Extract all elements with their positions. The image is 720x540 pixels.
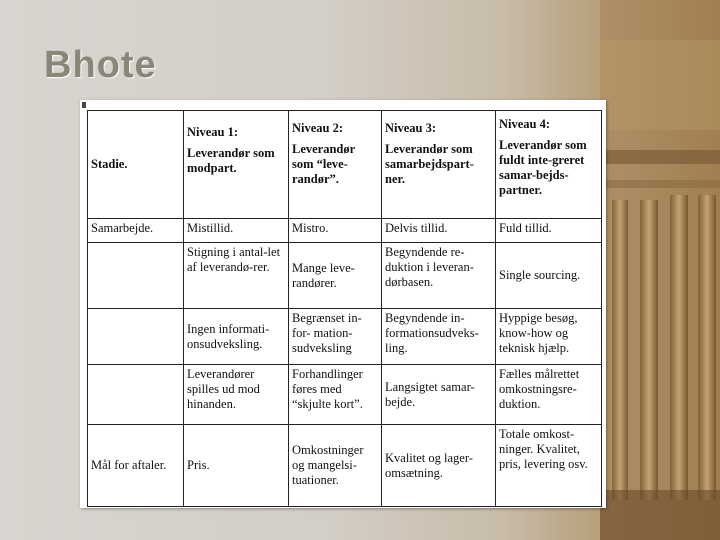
table-cell: Begrænset in-for- mation-sudveksling: [289, 309, 382, 365]
header-stage: Stadie.: [88, 111, 184, 219]
header-level-2: [289, 111, 382, 219]
header-level-desc: Leverandør som samarbejdspart-ner.: [385, 142, 474, 186]
supplier-levels-table: [87, 110, 602, 507]
table-cell: Pris.: [184, 425, 289, 507]
header-level-desc: Leverandør som modpart.: [187, 146, 275, 175]
table-header-row: [88, 111, 602, 219]
header-level-1: [184, 111, 289, 219]
table-cell: Begyndende re-duktion i leveran-dørbasen.: [382, 243, 496, 309]
row-stage: [88, 243, 184, 309]
table-row: [88, 309, 602, 365]
header-level-desc: Leverandør som “leve-randør”.: [292, 142, 355, 186]
table-row: [88, 425, 602, 507]
table-cell: Begyndende in-formationsudveks-ling.: [382, 309, 496, 365]
table-cell: Omkostninger og mangelsi-tuationer.: [289, 425, 382, 507]
header-level-label: Niveau 3:: [385, 121, 437, 135]
table-cell: Kvalitet og lager-omsætning.: [382, 425, 496, 507]
header-level-label: Niveau 2:: [292, 121, 344, 135]
table-cell: Totale omkost-ninger. Kvalitet, pris, levering osv.: [496, 425, 602, 507]
row-stage: Mål for aftaler.: [88, 425, 184, 507]
table-cell: Langsigtet samar-bejde.: [382, 365, 496, 425]
table-cell: Mange leve-randører.: [289, 243, 382, 309]
table-row: [88, 365, 602, 425]
header-level-label: Niveau 4:: [499, 117, 551, 131]
row-stage: Samarbejde.: [88, 219, 184, 243]
header-level-4: [496, 111, 602, 219]
row-stage: [88, 309, 184, 365]
table-row: [88, 219, 602, 243]
table-cell: Fælles målrettet omkostningsre-duktion.: [496, 365, 602, 425]
row-stage: [88, 365, 184, 425]
table-cell: Single sourcing.: [496, 243, 602, 309]
header-level-desc: Leverandør som fuldt inte-greret samar-bejds-partner.: [499, 138, 587, 197]
header-level-3: [382, 111, 496, 219]
table-cell: Ingen informati-onsudveksling.: [184, 309, 289, 365]
table-cell: Mistro.: [289, 219, 382, 243]
table-cell: Fuld tillid.: [496, 219, 602, 243]
header-level-label: Niveau 1:: [187, 125, 239, 139]
table-cell: Mistillid.: [184, 219, 289, 243]
table-cell: Forhandlinger føres med “skjulte kort”.: [289, 365, 382, 425]
table-cell: Stigning i antal-let af leverandø-rer.: [184, 243, 289, 309]
table-cell: Delvis tillid.: [382, 219, 496, 243]
table-cell: Leverandører spilles ud mod hinanden.: [184, 365, 289, 425]
document-image: [80, 100, 606, 508]
table-cell: Hyppige besøg, know-how og teknisk hjælp.: [496, 309, 602, 365]
corner-mark: [82, 102, 86, 108]
slide-title: Bhote: [44, 44, 157, 86]
table-row: [88, 243, 602, 309]
